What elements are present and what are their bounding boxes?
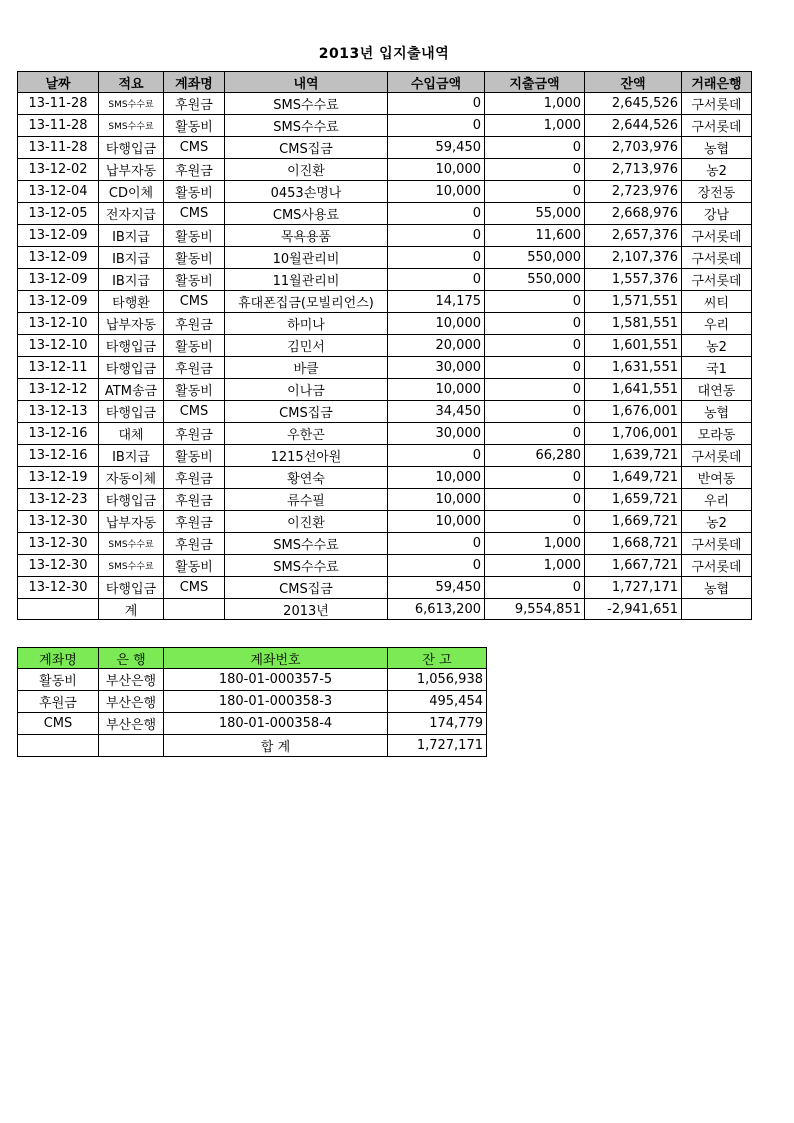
cell-date: 13-12-09 xyxy=(18,269,99,291)
table-row xyxy=(18,313,752,335)
account-number: 180-01-000358-4 xyxy=(164,713,388,735)
cell-income: 59,450 xyxy=(388,137,485,159)
cell-balance: 2,645,526 xyxy=(585,93,682,115)
account-total-row xyxy=(18,735,487,757)
cell-balance: 1,557,376 xyxy=(585,269,682,291)
table-row xyxy=(18,225,752,247)
cell-expense: 0 xyxy=(485,379,585,401)
header-details: 내역 xyxy=(225,72,388,93)
cell-expense: 0 xyxy=(485,423,585,445)
total-balance: -2,941,651 xyxy=(585,599,682,620)
cell-expense: 0 xyxy=(485,159,585,181)
cell-balance: 1,571,551 xyxy=(585,291,682,313)
cell-expense: 0 xyxy=(485,577,585,599)
cell-balance: 2,668,976 xyxy=(585,203,682,225)
cell-summary: 전자지급 xyxy=(99,203,164,225)
cell-date: 13-12-10 xyxy=(18,335,99,357)
cell-income: 10,000 xyxy=(388,379,485,401)
table-row xyxy=(18,137,752,159)
cell-balance: 1,641,551 xyxy=(585,379,682,401)
cell-date: 13-12-30 xyxy=(18,555,99,577)
cell-account: 후원금 xyxy=(164,489,225,511)
cell-balance: 1,706,001 xyxy=(585,423,682,445)
account-header-bank: 은 행 xyxy=(99,648,164,669)
cell-balance: 1,639,721 xyxy=(585,445,682,467)
cell-income: 0 xyxy=(388,93,485,115)
cell-balance: 1,601,551 xyxy=(585,335,682,357)
account-total-empty xyxy=(99,735,164,757)
cell-income: 34,450 xyxy=(388,401,485,423)
cell-income: 20,000 xyxy=(388,335,485,357)
account-number: 180-01-000357-5 xyxy=(164,669,388,691)
header-bank: 거래은행 xyxy=(682,72,752,93)
cell-date: 13-12-16 xyxy=(18,445,99,467)
account-row xyxy=(18,691,487,713)
cell-expense: 0 xyxy=(485,291,585,313)
cell-bank: 구서롯데 xyxy=(682,247,752,269)
cell-bank: 농협 xyxy=(682,401,752,423)
cell-summary: IB지급 xyxy=(99,247,164,269)
account-number: 180-01-000358-3 xyxy=(164,691,388,713)
cell-summary: 납부자동 xyxy=(99,313,164,335)
total-empty xyxy=(682,599,752,620)
cell-summary: SMS수수료 xyxy=(99,555,164,577)
cell-balance: 1,649,721 xyxy=(585,467,682,489)
cell-account: 후원금 xyxy=(164,511,225,533)
cell-balance: 1,631,551 xyxy=(585,357,682,379)
cell-bank: 농협 xyxy=(682,137,752,159)
total-row xyxy=(18,599,752,620)
cell-date: 13-12-09 xyxy=(18,247,99,269)
cell-date: 13-12-09 xyxy=(18,291,99,313)
table-row xyxy=(18,357,752,379)
total-desc: 2013년 xyxy=(225,599,388,620)
cell-account: CMS xyxy=(164,137,225,159)
cell-details: SMS수수료 xyxy=(225,115,388,137)
cell-balance: 1,668,721 xyxy=(585,533,682,555)
table-row xyxy=(18,401,752,423)
table-row xyxy=(18,159,752,181)
cell-summary: SMS수수료 xyxy=(99,93,164,115)
cell-bank: 구서롯데 xyxy=(682,445,752,467)
cell-details: 이나금 xyxy=(225,379,388,401)
cell-account: CMS xyxy=(164,401,225,423)
account-balance: 174,779 xyxy=(388,713,487,735)
table-row xyxy=(18,335,752,357)
table-row xyxy=(18,291,752,313)
cell-income: 0 xyxy=(388,533,485,555)
cell-account: CMS xyxy=(164,291,225,313)
cell-income: 10,000 xyxy=(388,313,485,335)
cell-details: 이진환 xyxy=(225,159,388,181)
cell-summary: IB지급 xyxy=(99,269,164,291)
cell-account: 후원금 xyxy=(164,423,225,445)
cell-expense: 11,600 xyxy=(485,225,585,247)
cell-account: 활동비 xyxy=(164,445,225,467)
cell-date: 13-11-28 xyxy=(18,93,99,115)
total-empty xyxy=(18,599,99,620)
account-total-value: 1,727,171 xyxy=(388,735,487,757)
table-row xyxy=(18,181,752,203)
cell-expense: 0 xyxy=(485,335,585,357)
account-bank: 부산은행 xyxy=(99,691,164,713)
cell-expense: 1,000 xyxy=(485,555,585,577)
cell-account: 활동비 xyxy=(164,115,225,137)
cell-summary: 납부자동 xyxy=(99,511,164,533)
cell-bank: 농2 xyxy=(682,335,752,357)
cell-summary: 대체 xyxy=(99,423,164,445)
cell-date: 13-11-28 xyxy=(18,115,99,137)
cell-details: CMS사용료 xyxy=(225,203,388,225)
cell-expense: 550,000 xyxy=(485,247,585,269)
cell-summary: 타행입금 xyxy=(99,577,164,599)
cell-expense: 550,000 xyxy=(485,269,585,291)
cell-expense: 0 xyxy=(485,313,585,335)
cell-summary: 타행입금 xyxy=(99,137,164,159)
cell-expense: 0 xyxy=(485,357,585,379)
cell-details: 0453손명나 xyxy=(225,181,388,203)
table-row xyxy=(18,511,752,533)
cell-bank: 장전동 xyxy=(682,181,752,203)
cell-expense: 0 xyxy=(485,137,585,159)
cell-bank: 모라동 xyxy=(682,423,752,445)
account-balance: 495,454 xyxy=(388,691,487,713)
cell-details: CMS집금 xyxy=(225,137,388,159)
table-row xyxy=(18,533,752,555)
cell-bank: 구서롯데 xyxy=(682,93,752,115)
cell-account: 후원금 xyxy=(164,533,225,555)
account-name: 후원금 xyxy=(18,691,99,713)
cell-balance: 2,723,976 xyxy=(585,181,682,203)
cell-income: 14,175 xyxy=(388,291,485,313)
account-bank: 부산은행 xyxy=(99,713,164,735)
cell-date: 13-12-05 xyxy=(18,203,99,225)
table-row xyxy=(18,423,752,445)
table-row xyxy=(18,247,752,269)
cell-summary: IB지급 xyxy=(99,225,164,247)
table-row xyxy=(18,445,752,467)
cell-summary: SMS수수료 xyxy=(99,115,164,137)
total-empty xyxy=(164,599,225,620)
cell-income: 0 xyxy=(388,225,485,247)
cell-balance: 1,669,721 xyxy=(585,511,682,533)
cell-expense: 0 xyxy=(485,401,585,423)
cell-details: SMS수수료 xyxy=(225,93,388,115)
cell-details: 김민서 xyxy=(225,335,388,357)
table-row xyxy=(18,115,752,137)
cell-expense: 0 xyxy=(485,181,585,203)
cell-income: 59,450 xyxy=(388,577,485,599)
cell-summary: 타행환 xyxy=(99,291,164,313)
cell-summary: CD이체 xyxy=(99,181,164,203)
cell-income: 10,000 xyxy=(388,467,485,489)
account-header-number: 계좌번호 xyxy=(164,648,388,669)
cell-bank: 구서롯데 xyxy=(682,533,752,555)
cell-balance: 1,667,721 xyxy=(585,555,682,577)
table-row xyxy=(18,93,752,115)
cell-details: 우한곤 xyxy=(225,423,388,445)
cell-income: 30,000 xyxy=(388,357,485,379)
cell-bank: 우리 xyxy=(682,313,752,335)
cell-date: 13-12-12 xyxy=(18,379,99,401)
cell-date: 13-12-19 xyxy=(18,467,99,489)
table-row xyxy=(18,203,752,225)
cell-details: 황연숙 xyxy=(225,467,388,489)
cell-bank: 대연동 xyxy=(682,379,752,401)
cell-income: 0 xyxy=(388,445,485,467)
transaction-table xyxy=(17,71,752,620)
cell-summary: 타행입금 xyxy=(99,357,164,379)
cell-account: 활동비 xyxy=(164,379,225,401)
cell-date: 13-12-30 xyxy=(18,511,99,533)
cell-income: 30,000 xyxy=(388,423,485,445)
table-row xyxy=(18,489,752,511)
cell-account: 후원금 xyxy=(164,93,225,115)
account-header-name: 계좌명 xyxy=(18,648,99,669)
cell-summary: 타행입금 xyxy=(99,335,164,357)
cell-balance: 2,713,976 xyxy=(585,159,682,181)
cell-details: CMS집금 xyxy=(225,577,388,599)
account-name: 활동비 xyxy=(18,669,99,691)
cell-bank: 구서롯데 xyxy=(682,555,752,577)
cell-date: 13-12-09 xyxy=(18,225,99,247)
cell-account: 후원금 xyxy=(164,159,225,181)
cell-expense: 0 xyxy=(485,511,585,533)
cell-summary: ATM송금 xyxy=(99,379,164,401)
cell-bank: 반여동 xyxy=(682,467,752,489)
cell-expense: 1,000 xyxy=(485,93,585,115)
cell-summary: SMS수수료 xyxy=(99,533,164,555)
cell-account: 활동비 xyxy=(164,269,225,291)
cell-details: 바클 xyxy=(225,357,388,379)
account-balance: 1,056,938 xyxy=(388,669,487,691)
cell-details: SMS수수료 xyxy=(225,555,388,577)
cell-expense: 1,000 xyxy=(485,533,585,555)
cell-date: 13-12-30 xyxy=(18,533,99,555)
cell-summary: IB지급 xyxy=(99,445,164,467)
cell-account: 활동비 xyxy=(164,225,225,247)
cell-date: 13-12-10 xyxy=(18,313,99,335)
cell-balance: 1,581,551 xyxy=(585,313,682,335)
cell-details: 이진환 xyxy=(225,511,388,533)
cell-details: 11월관리비 xyxy=(225,269,388,291)
cell-date: 13-12-04 xyxy=(18,181,99,203)
cell-expense: 0 xyxy=(485,489,585,511)
cell-details: 목욕용품 xyxy=(225,225,388,247)
cell-date: 13-12-02 xyxy=(18,159,99,181)
cell-balance: 2,644,526 xyxy=(585,115,682,137)
account-total-label: 합 계 xyxy=(164,735,388,757)
total-label: 계 xyxy=(99,599,164,620)
account-header-balance: 잔 고 xyxy=(388,648,487,669)
cell-balance: 1,676,001 xyxy=(585,401,682,423)
table-row xyxy=(18,555,752,577)
cell-expense: 1,000 xyxy=(485,115,585,137)
total-income: 6,613,200 xyxy=(388,599,485,620)
cell-bank: 구서롯데 xyxy=(682,115,752,137)
cell-balance: 2,107,376 xyxy=(585,247,682,269)
cell-summary: 타행입금 xyxy=(99,401,164,423)
cell-balance: 2,657,376 xyxy=(585,225,682,247)
account-summary-table xyxy=(17,647,487,757)
cell-account: CMS xyxy=(164,577,225,599)
cell-bank: 강남 xyxy=(682,203,752,225)
cell-income: 10,000 xyxy=(388,489,485,511)
header-date: 날짜 xyxy=(18,72,99,93)
cell-account: 활동비 xyxy=(164,555,225,577)
cell-summary: 타행입금 xyxy=(99,489,164,511)
cell-income: 10,000 xyxy=(388,511,485,533)
account-total-empty xyxy=(18,735,99,757)
table-row xyxy=(18,379,752,401)
cell-income: 10,000 xyxy=(388,181,485,203)
account-row xyxy=(18,713,487,735)
account-header-row xyxy=(18,648,487,669)
cell-account: 후원금 xyxy=(164,357,225,379)
table-row xyxy=(18,269,752,291)
cell-bank: 구서롯데 xyxy=(682,225,752,247)
cell-details: 10월관리비 xyxy=(225,247,388,269)
account-name: CMS xyxy=(18,713,99,735)
header-summary: 적요 xyxy=(99,72,164,93)
cell-income: 0 xyxy=(388,203,485,225)
cell-income: 0 xyxy=(388,247,485,269)
cell-date: 13-12-11 xyxy=(18,357,99,379)
cell-date: 13-12-13 xyxy=(18,401,99,423)
header-balance: 잔액 xyxy=(585,72,682,93)
cell-bank: 씨티 xyxy=(682,291,752,313)
cell-bank: 농2 xyxy=(682,159,752,181)
cell-expense: 66,280 xyxy=(485,445,585,467)
cell-account: 후원금 xyxy=(164,313,225,335)
header-income: 수입금액 xyxy=(388,72,485,93)
cell-date: 13-11-28 xyxy=(18,137,99,159)
table-header-row xyxy=(18,72,752,93)
cell-bank: 농2 xyxy=(682,511,752,533)
cell-bank: 우리 xyxy=(682,489,752,511)
total-expense: 9,554,851 xyxy=(485,599,585,620)
cell-bank: 국1 xyxy=(682,357,752,379)
cell-expense: 55,000 xyxy=(485,203,585,225)
account-bank: 부산은행 xyxy=(99,669,164,691)
cell-balance: 1,659,721 xyxy=(585,489,682,511)
cell-bank: 구서롯데 xyxy=(682,269,752,291)
page-title: 2013년 입지출내역 xyxy=(318,46,450,62)
cell-details: 류수필 xyxy=(225,489,388,511)
cell-account: 활동비 xyxy=(164,247,225,269)
cell-summary: 자동이체 xyxy=(99,467,164,489)
cell-balance: 1,727,171 xyxy=(585,577,682,599)
cell-date: 13-12-16 xyxy=(18,423,99,445)
header-account: 계좌명 xyxy=(164,72,225,93)
header-expense: 지출금액 xyxy=(485,72,585,93)
cell-summary: 납부자동 xyxy=(99,159,164,181)
cell-details: 휴대폰집금(모빌리언스) xyxy=(225,291,388,313)
cell-income: 0 xyxy=(388,115,485,137)
cell-details: CMS집금 xyxy=(225,401,388,423)
table-row xyxy=(18,467,752,489)
cell-details: 1215선아원 xyxy=(225,445,388,467)
cell-details: 하미나 xyxy=(225,313,388,335)
cell-income: 0 xyxy=(388,555,485,577)
cell-bank: 농협 xyxy=(682,577,752,599)
cell-balance: 2,703,976 xyxy=(585,137,682,159)
cell-date: 13-12-30 xyxy=(18,577,99,599)
cell-account: CMS xyxy=(164,203,225,225)
cell-income: 0 xyxy=(388,269,485,291)
cell-expense: 0 xyxy=(485,467,585,489)
cell-date: 13-12-23 xyxy=(18,489,99,511)
cell-account: 후원금 xyxy=(164,467,225,489)
account-row xyxy=(18,669,487,691)
table-row xyxy=(18,577,752,599)
cell-account: 활동비 xyxy=(164,335,225,357)
cell-account: 활동비 xyxy=(164,181,225,203)
cell-details: SMS수수료 xyxy=(225,533,388,555)
cell-income: 10,000 xyxy=(388,159,485,181)
